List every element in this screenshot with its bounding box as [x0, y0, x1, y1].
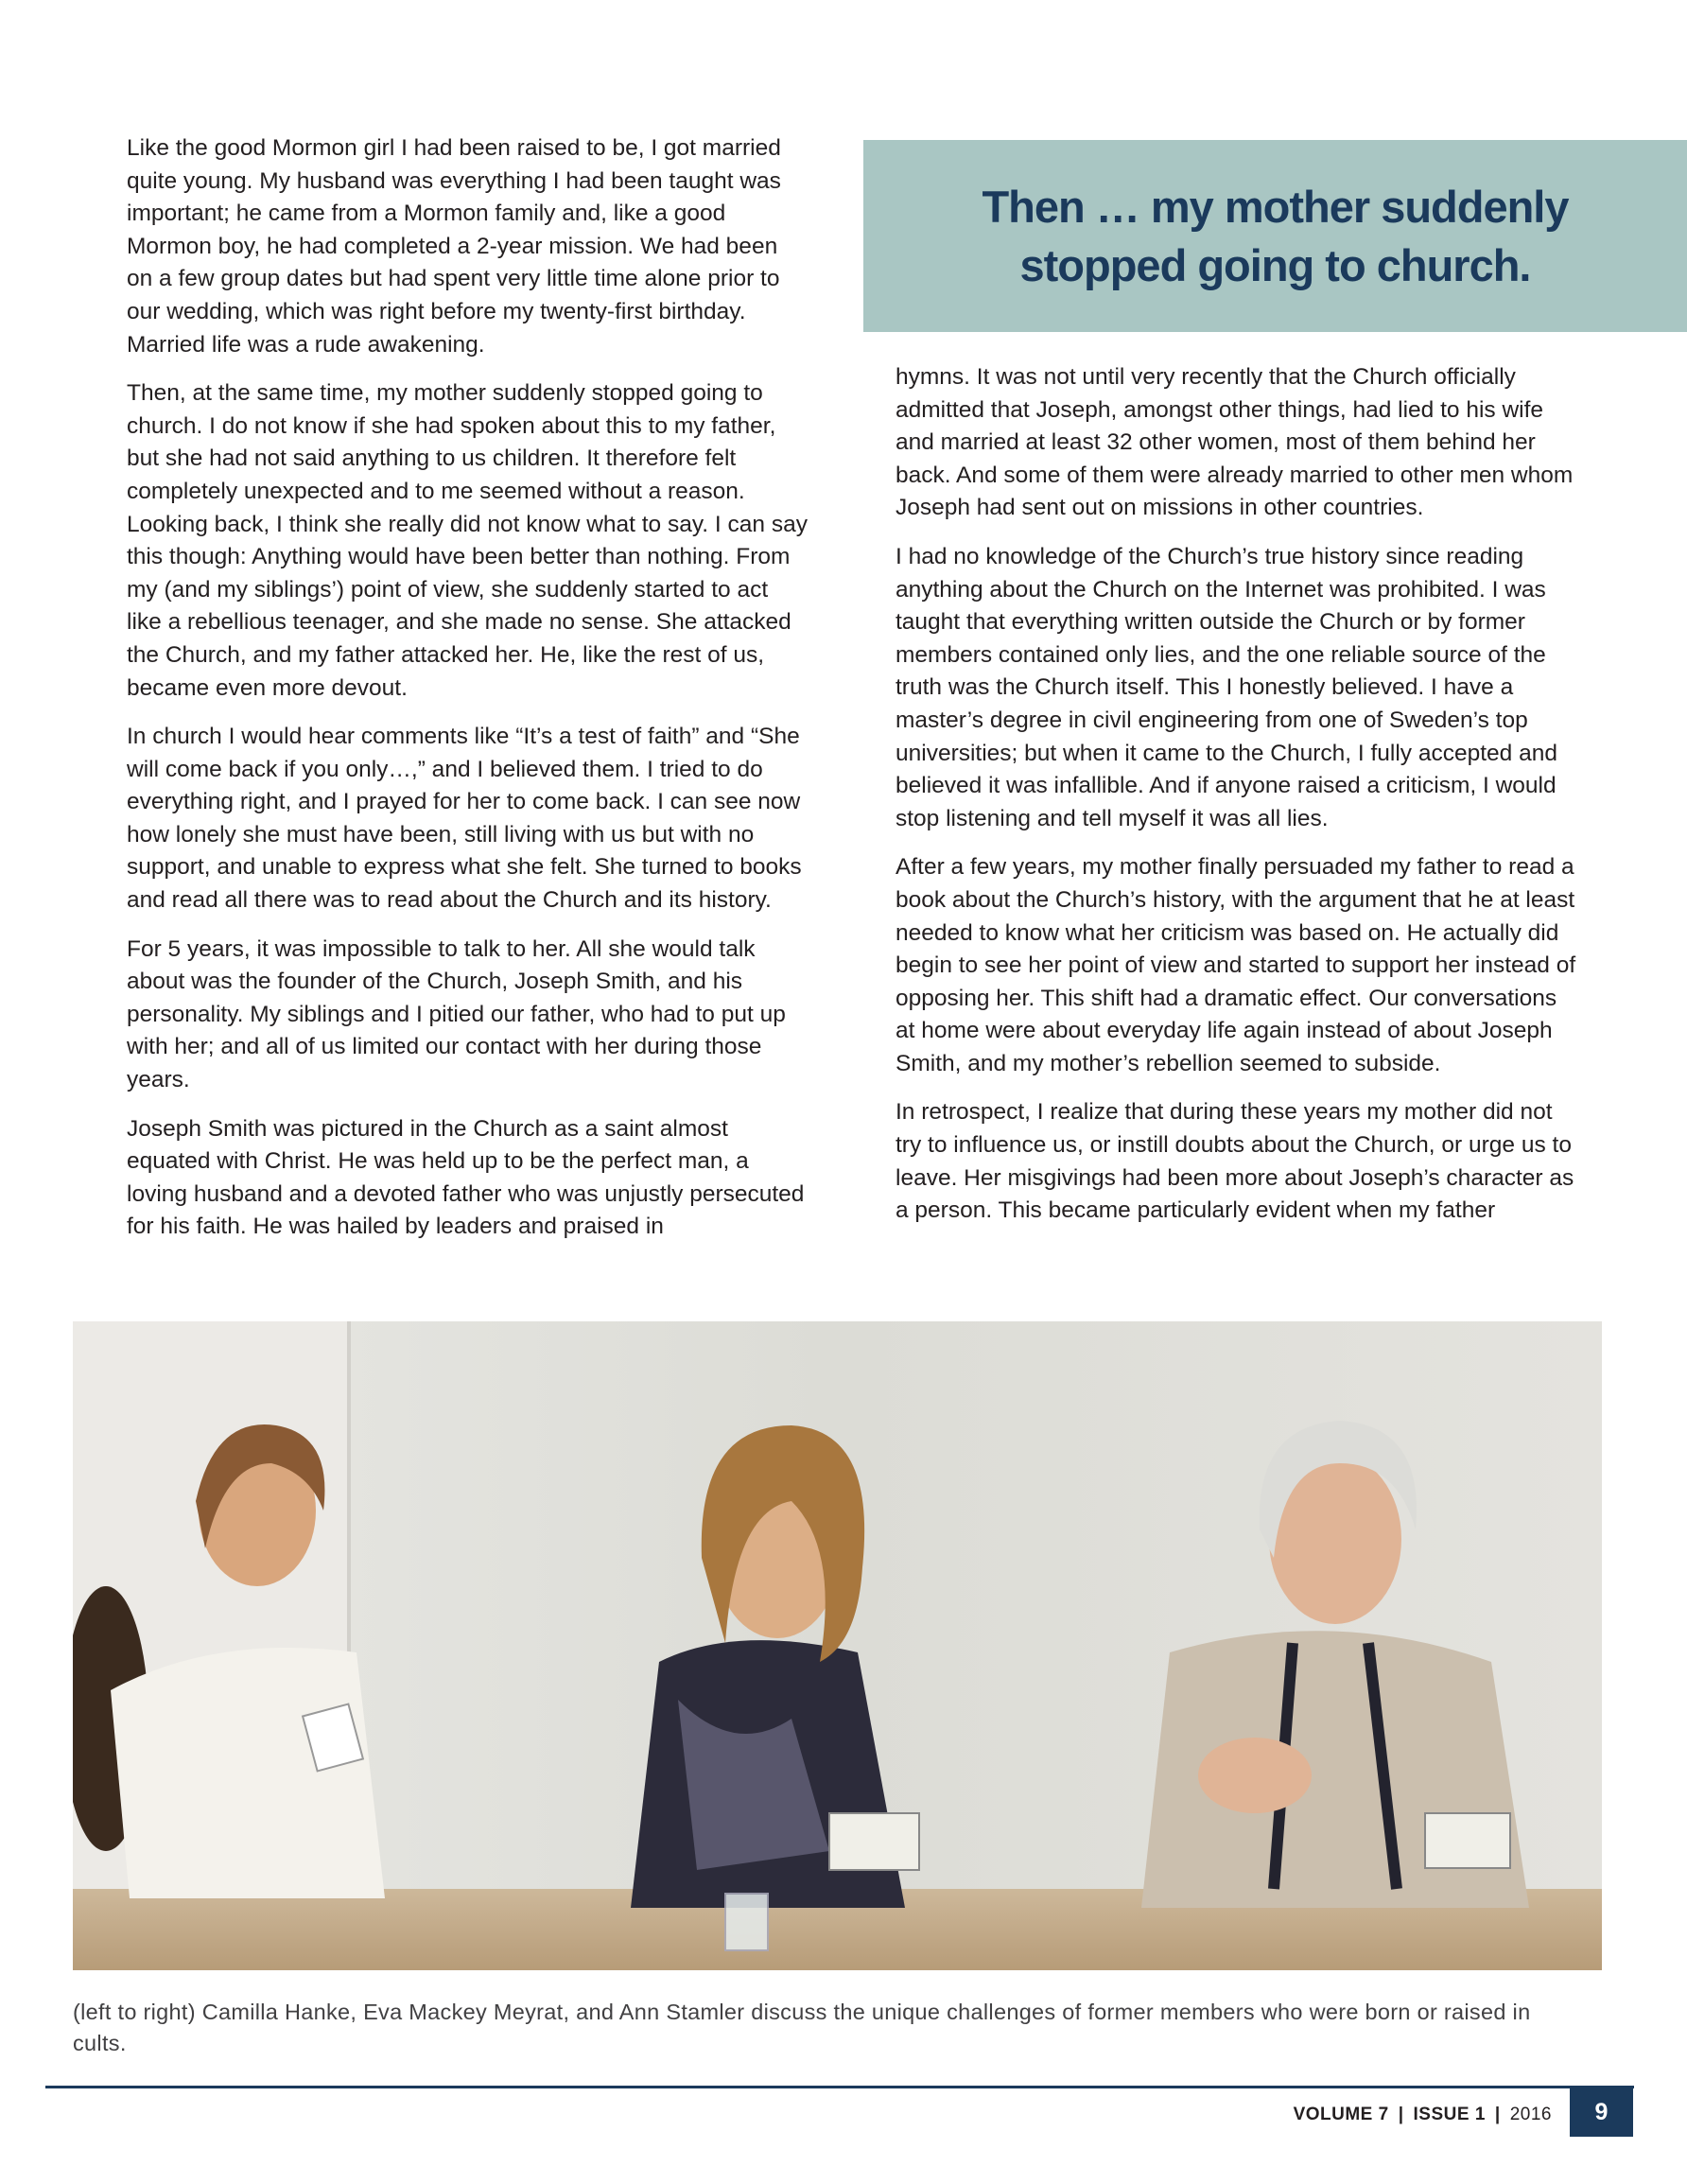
article-left-column — [127, 132, 808, 1260]
photo-caption: (left to right) Camilla Hanke, Eva Mackey Meyrat, and Ann Stamler discuss the unique challenges of former members who were born or raised in cults. — [73, 2000, 1531, 2055]
paragraph: I had no knowledge of the Church’s true history since reading anything about the Church on the Internet was prohibited. I was taught that everything written outside the Church or by former members contained only lies, and the one reliable source of the truth was the Church itself. This I honestly believed. I have a master’s degree in civil engineering from one of Sweden’s top universities; but when it came to the Church, I fully accepted and believed it was infallible. And if anyone raised a criticism, I would stop listening and tell myself it was all lies. — [896, 543, 1557, 831]
paragraph: For 5 years, it was impossible to talk to her. All she would talk about was the founder of the Church, Joseph Smith, and his personality. My siblings and I pitied our father, who had to put up with her; and all of us limited our contact with her during those years. — [127, 935, 786, 1093]
paragraph: Like the good Mormon girl I had been raised to be, I got married quite young. My husband was everything I had been taught was important; he came from a Mormon family and, like a good Mormon boy, he had completed a 2-year mission. We had been on a few group dates but had spent very little time alone prior to our wedding, which was right before my twenty-first birthday. Married life was a rude awakening. — [127, 135, 781, 358]
footer-issue-info — [1294, 2090, 1552, 2139]
paragraph: Then, at the same time, my mother suddenly stopped going to church. I do not know if she had spoken about this to my father, but she had not said anything to us children. It therefore felt completely unexpected and to me seemed without a reason. Looking back, I think she really did not know what to say. I can say this though: Anything would have been better than nothing. From my (and my siblings’) point of view, she suddenly started to act like a rebellious teenager, and she made no sense. She attacked the Church, and my father attacked her. He, like the rest of us, became even more devout. — [127, 380, 808, 701]
pull-quote-text: Then … my mother suddenly stopped going to church. — [982, 181, 1569, 290]
paragraph: hymns. It was not until very recently that the Church officially admitted that Joseph, amongst other things, had lied to his wife and married at least 32 other women, most of them behind her back. And some of them were already married to other men whom Joseph had sent out on missions in other countries. — [896, 364, 1574, 521]
issue-label: ISSUE 1 — [1413, 2104, 1486, 2124]
paragraph: In church I would hear comments like “It’s a test of faith” and “She will come back if you only…,” and I believed them. I tried to do everything right, and I prayed for her to come back. I can see now how lonely she must have been, still living with us but with no support, and unable to express what she felt. She turned to books and read all there was to read about the Church and its history. — [127, 724, 802, 914]
pull-quote-box — [863, 140, 1687, 332]
paragraph: In retrospect, I realize that during these years my mother did not try to influence us, or instill doubts about the Church, or urge us to leave. Her misgivings had been more about Joseph’s character as a person. This became particularly evident when my father — [896, 1099, 1574, 1224]
separator: | — [1494, 2104, 1501, 2124]
year-label: 2016 — [1509, 2104, 1552, 2124]
page-number: 9 — [1570, 2088, 1633, 2137]
article-right-column — [896, 361, 1576, 1244]
separator: | — [1398, 2104, 1404, 2124]
panel-photo — [73, 1321, 1602, 1970]
paragraph: After a few years, my mother finally persuaded my father to read a book about the Church’s history, with the argument that he at least needed to know what her criticism was based on. He actually did begin to see her point of view and started to support her instead of opposing her. This shift had a dramatic effect. Our conversations at home were about everyday life again instead of about Joseph Smith, and my mother’s rebellion seemed to subside. — [896, 854, 1576, 1076]
footer-divider — [45, 2086, 1634, 2088]
paragraph: Joseph Smith was pictured in the Church as a saint almost equated with Christ. He was held up to be the perfect man, a loving husband and a devoted father who was unjustly persecuted for his faith. He was hailed by leaders and praised in — [127, 1115, 805, 1240]
volume-label: VOLUME 7 — [1293, 2104, 1389, 2124]
